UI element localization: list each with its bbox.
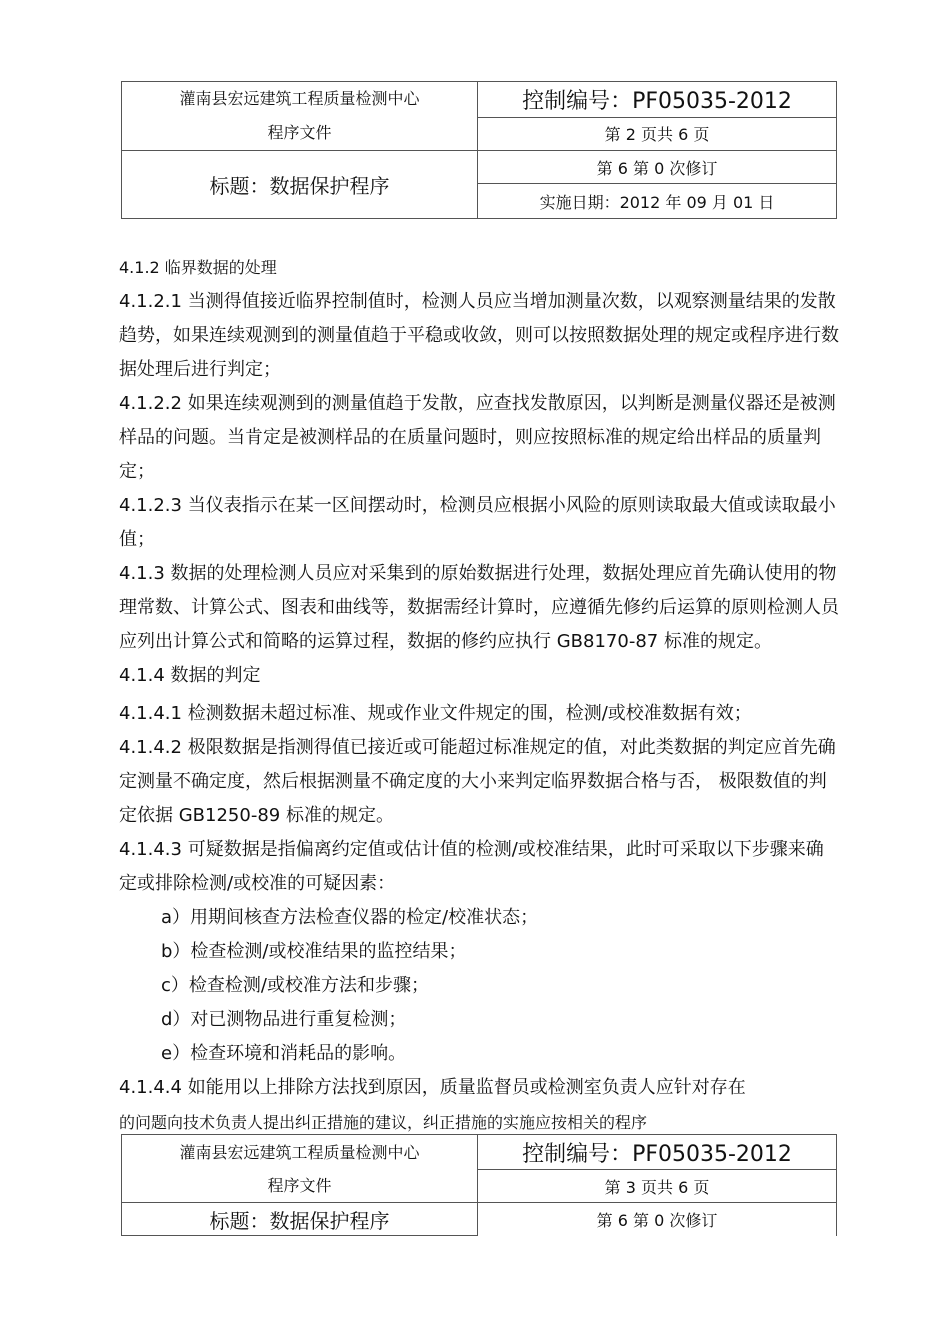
control-number: 控制编号：PF05035-2012 xyxy=(478,82,837,118)
para-4-1-4-4-continued: 的问题向技术负责人提出纠正措施的建议，纠正措施的实施应按相关的程序 xyxy=(119,1113,648,1132)
para-4-1-2: 4.1.2 临界数据的处理 xyxy=(119,258,277,277)
para-4-1-4: 4.1.4 数据的判定 xyxy=(119,665,261,686)
body-text xyxy=(119,251,839,1105)
doc-type: 程序文件 xyxy=(267,1175,332,1195)
org-cell xyxy=(122,82,478,151)
doc-type: 程序文件 xyxy=(267,123,332,142)
revision: 第 6 第 0 次修订 xyxy=(478,1203,837,1236)
control-number: 控制编号：PF05035-2012 xyxy=(478,1135,837,1170)
doc-title: 标题：数据保护程序 xyxy=(122,1203,478,1236)
list-item: b）检查检测/或校准结果的监控结果； xyxy=(161,941,467,962)
list-item: c）检查检测/或校准方法和步骤； xyxy=(161,975,429,996)
para-4-1-2-1: 4.1.2.1 当测得值接近临界控制值时，检测人员应当增加测量次数，以观察测量结果的发散趋势，如果连续观测到的测量值趋于平稳或收敛，则可以按照数据处理的规定或程序进行数据处理后进行判定； xyxy=(119,291,839,380)
header-table-2 xyxy=(121,1134,837,1236)
check-list xyxy=(119,901,839,1071)
org-name: 灌南县宏远建筑工程质量检测中心 xyxy=(179,1142,420,1162)
revision: 第 6 第 0 次修订 xyxy=(478,151,837,184)
para-4-1-4-1: 4.1.4.1 检测数据未超过标准、规或作业文件规定的围，检测/或校准数据有效； xyxy=(119,703,752,724)
doc-title: 标题：数据保护程序 xyxy=(122,151,478,219)
list-item: a）用期间核查方法检查仪器的检定/校准状态； xyxy=(161,907,539,928)
page-number: 第 3 页共 6 页 xyxy=(478,1170,837,1203)
list-item: e）检查环境和消耗品的影响。 xyxy=(161,1043,407,1064)
para-4-1-2-3: 4.1.2.3 当仪表指示在某一区间摆动时，检测员应根据小风险的原则读取最大值或读取最小值； xyxy=(119,495,836,550)
para-4-1-3: 4.1.3 数据的处理检测人员应对采集到的原始数据进行处理，数据处理应首先确认使用的物理常数、计算公式、图表和曲线等，数据需经计算时，应遵循先修约后运算的原则检测人员应列出计算公式和简略的运算过程，数据的修约应执行 GB8170-87 标准的规定。 xyxy=(119,563,839,652)
org-name: 灌南县宏远建筑工程质量检测中心 xyxy=(179,89,420,108)
para-4-1-4-4: 4.1.4.4 如能用以上排除方法找到原因，质量监督员或检测室负责人应针对存在 xyxy=(119,1077,746,1098)
page-number: 第 2 页共 6 页 xyxy=(478,117,837,151)
effective-date: 实施日期：2012 年 09 月 01 日 xyxy=(478,184,837,219)
para-4-1-4-3: 4.1.4.3 可疑数据是指偏离约定值或估计值的检测/或校准结果，此时可采取以下步骤来确定或排除检测/或校准的可疑因素： xyxy=(119,839,824,894)
list-item: d）对已测物品进行重复检测； xyxy=(161,1009,407,1030)
para-4-1-4-2: 4.1.4.2 极限数据是指测得值已接近或可能超过标准规定的值，对此类数据的判定应首先确定测量不确定度，然后根据测量不确定度的大小来判定临界数据合格与否， 极限数值的判定依据 GB1250-89 标准的规定。 xyxy=(119,737,836,826)
header-table-1 xyxy=(121,81,837,219)
org-cell xyxy=(122,1135,478,1203)
para-4-1-2-2: 4.1.2.2 如果连续观测到的测量值趋于发散，应查找发散原因，以判断是测量仪器还是被测样品的问题。当肯定是被测样品的在质量问题时，则应按照标准的规定给出样品的质量判定； xyxy=(119,393,836,482)
